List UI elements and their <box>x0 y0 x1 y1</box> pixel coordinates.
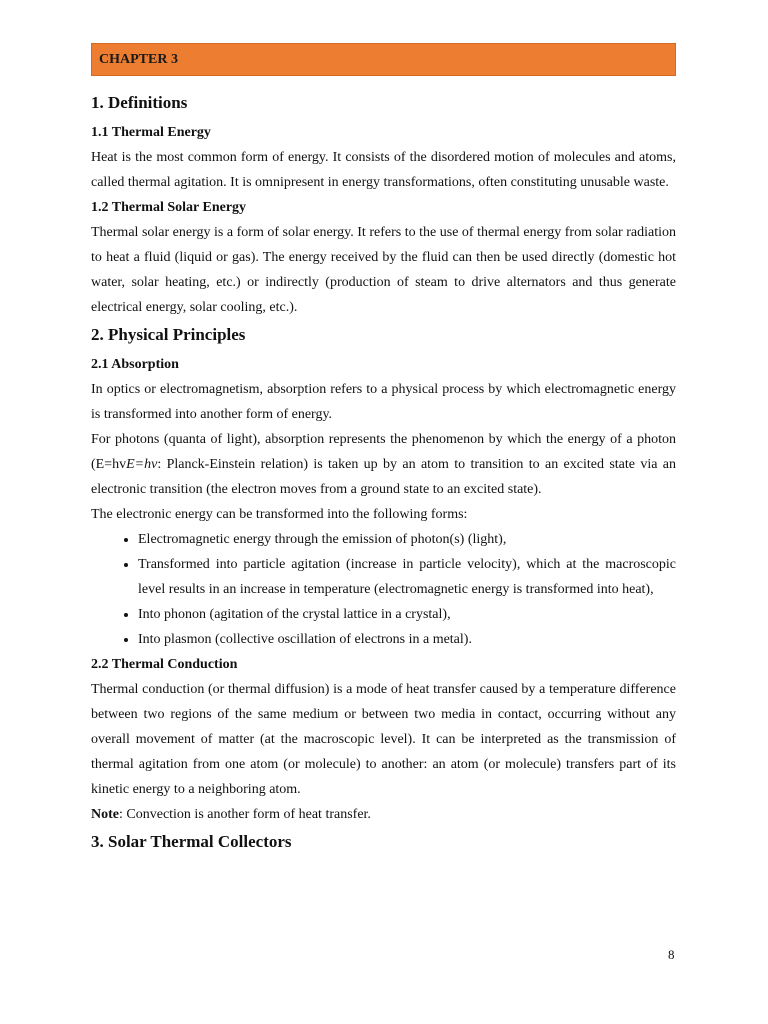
subsection-thermal-energy-heading: 1.1 Thermal Energy <box>91 125 211 140</box>
document-page <box>91 43 676 859</box>
chapter-header-bar <box>91 43 676 76</box>
list-item: • Transformed into particle agitation (increase in particle velocity), which at the macroscopic level results in an increase in temperature (electromagnetic energy is transformed into heat), <box>138 552 676 602</box>
list-item: • Into phonon (agitation of the crystal lattice in a crystal), <box>138 602 676 627</box>
thermal-solar-energy-paragraph: Thermal solar energy is a form of solar energy. It refers to the use of thermal energy from solar radiation to heat a fluid (liquid or gas). The energy received by the fluid can then be used directly (domestic hot water, solar heating, etc.) or indirectly (production of steam to drive alternators and thus generate electrical energy, solar cooling, etc.). <box>91 225 676 315</box>
absorption-paragraph-1: In optics or electromagnetism, absorption refers to a physical process by which electromagnetic energy is transformed into another form of energy. <box>91 382 676 422</box>
section-physical-principles-heading: 2. Physical Principles <box>91 325 246 344</box>
list-item: • Into plasmon (collective oscillation of electrons in a metal). <box>138 627 676 652</box>
note-paragraph: Note: Convection is another form of heat transfer. <box>91 807 371 822</box>
note-label: Note <box>91 807 119 822</box>
chapter-title: CHAPTER 3 <box>99 51 178 67</box>
absorption-paragraph-3: The electronic energy can be transformed into the following forms: <box>91 507 468 522</box>
list-item: • Electromagnetic energy through the emission of photon(s) (light), <box>138 527 676 552</box>
absorption-paragraph-2: For photons (quanta of light), absorption represents the phenomenon by which the energy of a photon (E=hvE=hv: Planck-Einstein relation) is taken up by an atom to transition to an excited state via an electronic transition (the electron moves from a ground state to an excited state). <box>91 432 676 497</box>
subsection-absorption-heading: 2.1 Absorption <box>91 357 179 372</box>
energy-forms-list <box>91 527 676 652</box>
page-number: 8 <box>668 947 675 962</box>
subsection-thermal-conduction-heading: 2.2 Thermal Conduction <box>91 657 238 672</box>
subsection-thermal-solar-energy-heading: 1.2 Thermal Solar Energy <box>91 200 247 215</box>
thermal-energy-paragraph: Heat is the most common form of energy. It consists of the disordered motion of molecules and atoms, called thermal agitation. It is omnipresent in energy transformations, often constituting unusable waste. <box>91 150 676 190</box>
thermal-conduction-paragraph: Thermal conduction (or thermal diffusion) is a mode of heat transfer caused by a temperature difference between two regions of the same medium or between two media in contact, occurring without any overall movement of matter (at the macroscopic level). It can be interpreted as the transmission of thermal agitation from one atom (or molecule) to another: an atom (or molecule) transfers part of its kinetic energy to a neighboring atom. <box>91 682 676 797</box>
section-definitions-heading: 1. Definitions <box>91 93 188 112</box>
section-solar-thermal-collectors-heading: 3. Solar Thermal Collectors <box>91 832 292 851</box>
